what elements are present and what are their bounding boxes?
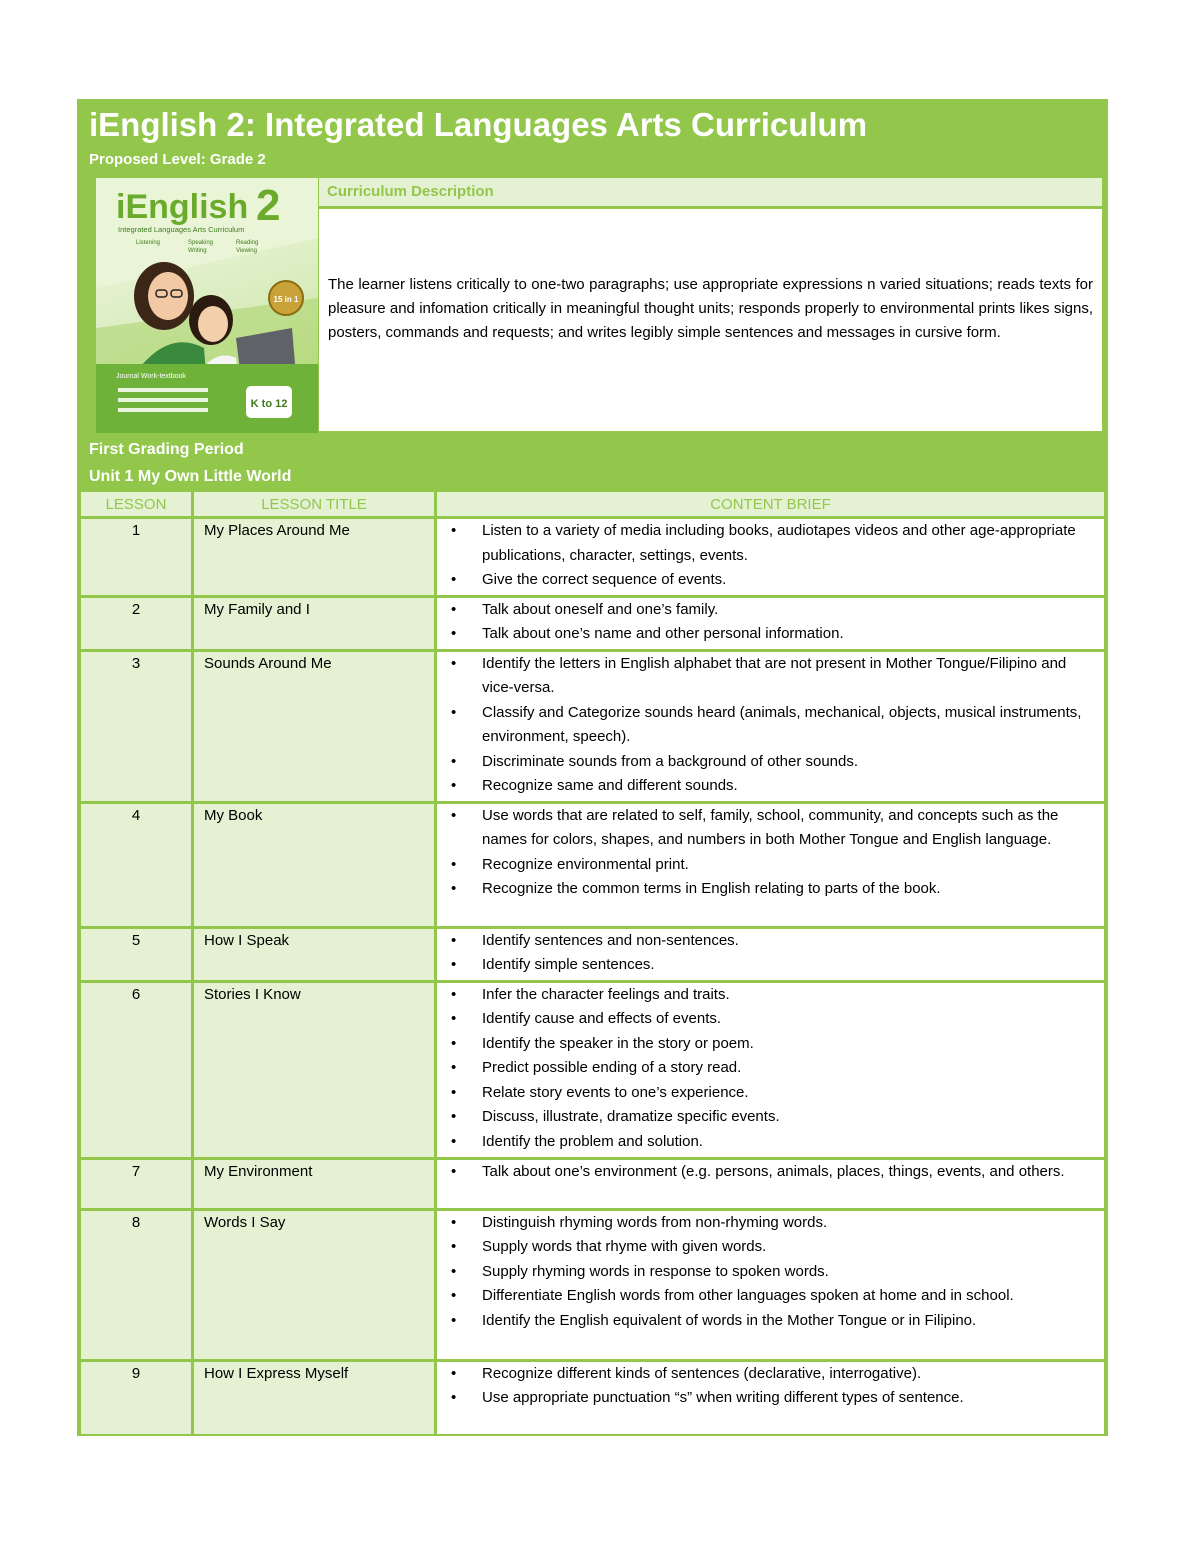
- content-brief-item: • Discriminate sounds from a background of other sounds.: [437, 750, 1092, 775]
- content-brief-item: • Relate story events to one’s experience.: [437, 1081, 1092, 1106]
- table-row: [81, 1362, 1104, 1434]
- cover-skill: Viewing: [236, 248, 257, 254]
- content-brief-item: • Identify the English equivalent of words in the Mother Tongue or in Filipino.: [437, 1309, 1092, 1334]
- content-brief: [434, 1160, 1104, 1208]
- curriculum-description-heading: Curriculum Description: [319, 178, 1102, 206]
- lesson-number: [81, 983, 191, 1157]
- cover-skill: Reading: [236, 240, 259, 246]
- content-brief-list: [437, 652, 1104, 801]
- content-brief-item: • Identify the letters in English alphabet that are not present in Mother Tongue/Filipino and vice-versa.: [437, 652, 1092, 701]
- lesson-title: [191, 652, 434, 801]
- lesson-title-text: Words I Say: [204, 1213, 286, 1231]
- lesson-number: [81, 1160, 191, 1208]
- lesson-number-text: 7: [131, 1162, 141, 1180]
- content-brief: [434, 598, 1104, 649]
- header-content-brief: CONTENT BRIEF: [434, 492, 1104, 516]
- content-brief-item: • Identify sentences and non-sentences.: [437, 929, 1092, 954]
- content-brief-item: • Infer the character feelings and traits.: [437, 983, 1092, 1008]
- content-brief-item: • Use appropriate punctuation “s” when writing different types of sentence.: [437, 1386, 1092, 1411]
- lesson-number: [81, 652, 191, 801]
- content-brief: [434, 929, 1104, 980]
- lesson-title-text: My Family and I: [204, 600, 310, 618]
- table-row: [81, 1160, 1104, 1208]
- cover-seal: 15 in 1: [273, 295, 299, 304]
- content-brief-list: [437, 1362, 1104, 1413]
- table-row: [81, 519, 1104, 595]
- content-brief-item: • Discuss, illustrate, dramatize specific events.: [437, 1105, 1092, 1130]
- header-lesson-title: LESSON TITLE: [191, 492, 434, 516]
- cover-skill: Listening: [136, 240, 161, 246]
- lesson-table: [81, 489, 1104, 1437]
- lesson-title: [191, 598, 434, 649]
- content-brief-item: • Use words that are related to self, family, school, community, and concepts such as the names for colors, shapes, and numbers in both Mother Tongue and English language.: [437, 804, 1092, 853]
- proposed-level: Proposed Level: Grade 2: [89, 151, 266, 168]
- cover-tagline: Integrated Languages Arts Curriculum: [118, 225, 245, 234]
- lesson-title-text: Sounds Around Me: [204, 654, 332, 672]
- cover-title: iEnglish: [116, 188, 249, 226]
- lesson-title-text: My Environment: [204, 1162, 313, 1180]
- grading-period-label: First Grading Period: [89, 441, 244, 458]
- content-brief-item: • Give the correct sequence of events.: [437, 568, 1092, 593]
- lesson-number-text: 3: [131, 654, 141, 672]
- cover-workbook: Journal Work-textbook: [116, 373, 186, 380]
- document-title: iEnglish 2: Integrated Languages Arts Curriculum: [89, 106, 868, 143]
- grading-period: [89, 436, 291, 490]
- cover-skill: Speaking: [188, 240, 214, 246]
- table-row: [81, 983, 1104, 1157]
- content-brief: [434, 804, 1104, 926]
- content-brief-list: [437, 1211, 1104, 1336]
- content-brief-item: • Differentiate English words from other languages spoken at home and in school.: [437, 1284, 1092, 1309]
- lesson-number: [81, 804, 191, 926]
- cover-grade: 2: [256, 181, 281, 230]
- content-brief-item: • Talk about one’s name and other personal information.: [437, 622, 1092, 647]
- content-brief-list: [437, 598, 1104, 649]
- lesson-title-text: My Places Around Me: [204, 522, 350, 539]
- content-brief-item: • Distinguish rhyming words from non-rhyming words.: [437, 1211, 1092, 1236]
- content-brief-item: • Recognize environmental print.: [437, 853, 1092, 878]
- lesson-title-text: My Book: [204, 806, 263, 824]
- lesson-number-text: 6: [131, 985, 141, 1003]
- lesson-number-text: 4: [131, 806, 141, 824]
- unit-title: Unit 1 My Own Little World: [89, 468, 292, 485]
- lesson-title: [191, 1211, 434, 1359]
- content-brief-list: [437, 983, 1104, 1157]
- content-brief-item: • Identify the problem and solution.: [437, 1130, 1092, 1155]
- content-brief-list: [437, 1160, 1104, 1187]
- lesson-number: [81, 1362, 191, 1434]
- content-brief-item: • Identify simple sentences.: [437, 953, 1092, 978]
- book-cover-image: [96, 178, 318, 433]
- content-brief-item: • Supply rhyming words in response to spoken words.: [437, 1260, 1092, 1285]
- content-brief-item: • Recognize the common terms in English relating to parts of the book.: [437, 877, 1092, 902]
- content-brief-item: • Talk about oneself and one’s family.: [437, 598, 1092, 623]
- table-row: [81, 804, 1104, 926]
- content-brief-item: • Recognize same and different sounds.: [437, 774, 1092, 799]
- content-brief-item: • Identify the speaker in the story or poem.: [437, 1032, 1092, 1057]
- content-brief-item: • Identify cause and effects of events.: [437, 1007, 1092, 1032]
- content-brief: [434, 1362, 1104, 1434]
- lesson-number: [81, 929, 191, 980]
- content-brief-item: • Recognize different kinds of sentences (declarative, interrogative).: [437, 1362, 1092, 1387]
- curriculum-document: [77, 99, 1108, 1436]
- content-brief: [434, 1211, 1104, 1359]
- content-brief: [434, 519, 1104, 595]
- lesson-number-text: 5: [131, 931, 141, 949]
- table-row: [81, 1211, 1104, 1359]
- lesson-title: [191, 1160, 434, 1208]
- header-lesson: LESSON: [81, 492, 191, 516]
- lesson-title: [191, 929, 434, 980]
- table-row: [81, 598, 1104, 649]
- content-brief-item: • Listen to a variety of media including books, audiotapes videos and other age-appropriate publications, character, settings, events.: [437, 519, 1092, 568]
- content-brief: [434, 652, 1104, 801]
- cover-skill: Writing: [188, 248, 207, 254]
- content-brief-list: [437, 519, 1104, 595]
- table-row: [81, 929, 1104, 980]
- lesson-title: [191, 983, 434, 1157]
- lesson-number-text: 2: [131, 600, 141, 618]
- content-brief-list: [437, 929, 1104, 980]
- cover-badge: K to 12: [250, 398, 288, 410]
- table-row: [81, 652, 1104, 801]
- lesson-number-text: 9: [131, 1364, 141, 1382]
- content-brief-list: [437, 804, 1104, 904]
- content-brief-item: • Talk about one’s environment (e.g. persons, animals, places, things, events, and others.: [437, 1160, 1092, 1185]
- content-brief-item: • Predict possible ending of a story read.: [437, 1056, 1092, 1081]
- lesson-title-text: How I Speak: [204, 931, 290, 949]
- lesson-title: [191, 1362, 434, 1434]
- lesson-number-text: 1: [131, 522, 141, 539]
- lesson-title: [191, 519, 434, 595]
- curriculum-description-text: The learner listens critically to one-two paragraphs; use appropriate expressions n varied situations; reads texts for pleasure and infomation critically in meaningful thought units; responds properly to environmental prints likes signs, posters, commands and requests; and writes legibly simple sentences and messages in cursive form.: [319, 209, 1102, 431]
- content-brief-item: • Supply words that rhyme with given words.: [437, 1235, 1092, 1260]
- lesson-title-text: Stories I Know: [204, 985, 301, 1003]
- lesson-number: [81, 598, 191, 649]
- lesson-number: [81, 519, 191, 595]
- table-header-row: [81, 492, 1104, 516]
- lesson-number-text: 8: [131, 1213, 141, 1231]
- lesson-number: [81, 1211, 191, 1359]
- content-brief-item: • Classify and Categorize sounds heard (animals, mechanical, objects, musical instruments, environment, speech).: [437, 701, 1092, 750]
- lesson-title: [191, 804, 434, 926]
- lesson-title-text: How I Express Myself: [204, 1364, 349, 1382]
- content-brief: [434, 983, 1104, 1157]
